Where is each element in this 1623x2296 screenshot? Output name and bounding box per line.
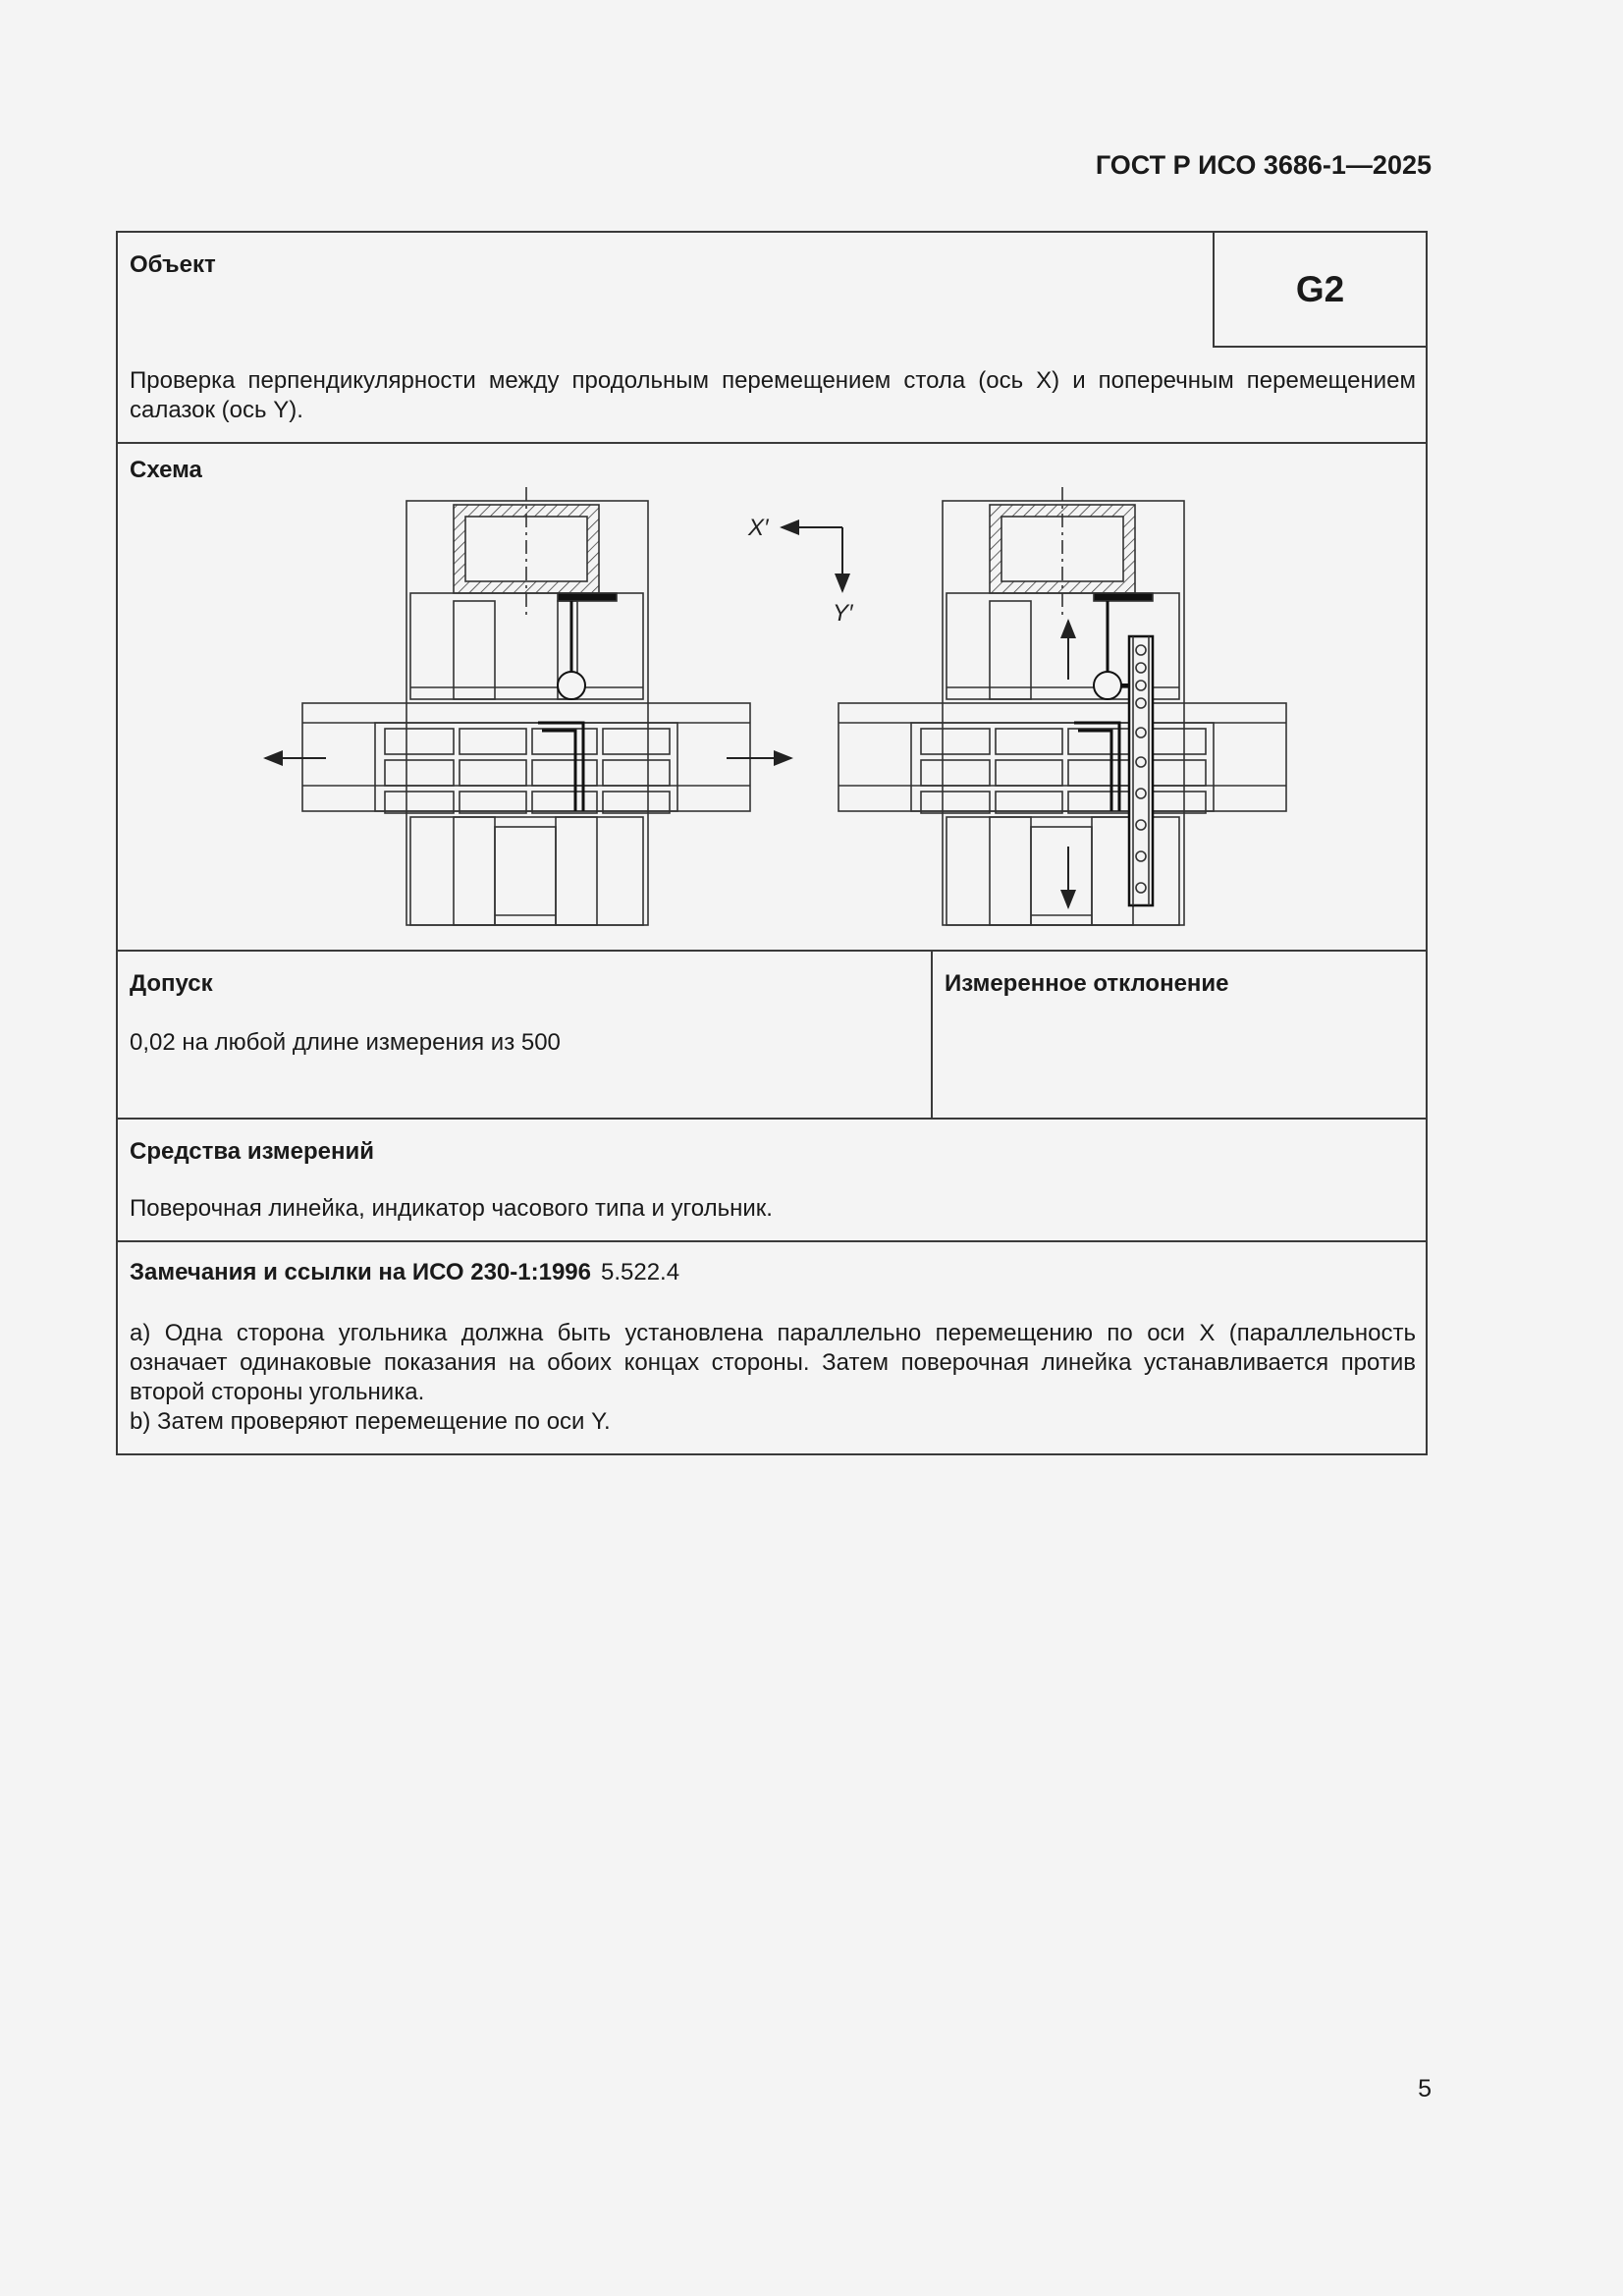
tolerance-cell — [118, 952, 933, 1118]
right-setup-drawing — [839, 487, 1286, 925]
notes-heading — [130, 1258, 679, 1287]
scheme-diagram — [118, 444, 1426, 950]
notes-section — [118, 1242, 1426, 1453]
scheme-label: Схема — [130, 457, 202, 483]
note-item-b: b) Затем проверяют перемещение по оси Y. — [130, 1408, 611, 1435]
axis-x-label: X′ — [748, 515, 769, 541]
measured-deviation-label: Измеренное отклонение — [945, 970, 1229, 997]
page-number: 5 — [1418, 2075, 1432, 2103]
test-sheet — [116, 231, 1428, 1455]
measured-deviation-cell — [933, 952, 1426, 1118]
notes-reference: 5.522.4 — [600, 1259, 680, 1285]
tools-value: Поверочная линейка, индикатор часового типа и угольник. — [130, 1195, 773, 1222]
test-code: G2 — [1213, 233, 1426, 348]
object-description: Проверка перпендикулярности между продольным перемещением стола (ось X) и поперечным перемещением салазок (ось Y). — [130, 367, 1416, 423]
tools-label: Средства измерений — [130, 1138, 375, 1165]
object-section — [118, 233, 1426, 444]
note-item-a: a) Одна сторона угольника должна быть установлена параллельно перемещению по оси X (параллельность означает одинаковые показания на обоих концах стороны. Затем поверочная линейка устанавливается против второй стороны угольника. — [130, 1320, 1416, 1405]
tools-section — [118, 1120, 1426, 1242]
object-label: Объект — [130, 251, 216, 278]
document-code: ГОСТ Р ИСО 3686-1—2025 — [1095, 150, 1432, 180]
tolerance-value: 0,02 на любой длине измерения из 500 — [130, 1029, 561, 1056]
tolerance-section — [118, 952, 1426, 1120]
axis-indicator — [782, 527, 842, 591]
left-setup-drawing — [265, 487, 791, 925]
axis-y-label: Y′ — [833, 600, 853, 627]
notes-body — [130, 1319, 1416, 1437]
notes-label: Замечания и ссылки на ИСО 230-1:1996 — [130, 1259, 591, 1285]
tolerance-label: Допуск — [130, 970, 213, 997]
scheme-section — [118, 444, 1426, 952]
